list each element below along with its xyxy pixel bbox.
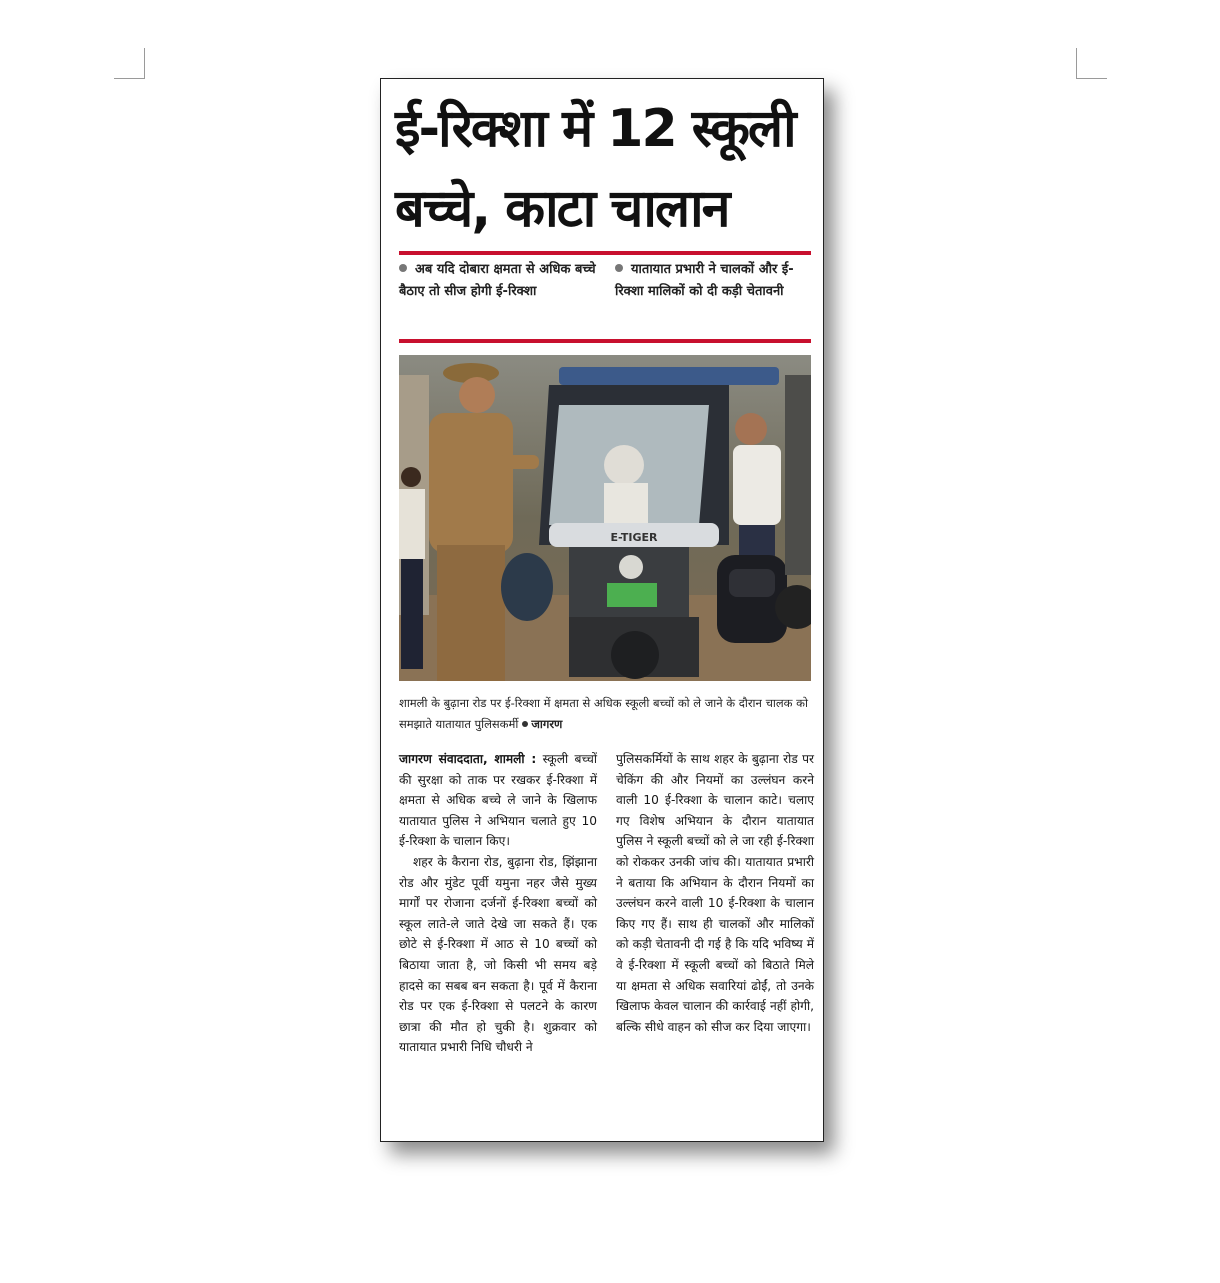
bullet-icon bbox=[522, 721, 528, 727]
photo-illustration bbox=[399, 355, 811, 681]
body-column-2 bbox=[616, 749, 814, 1037]
byline: जागरण संवाददाता, शामली : bbox=[399, 752, 537, 766]
red-rule-top bbox=[399, 251, 811, 255]
photo-caption bbox=[399, 693, 809, 735]
highlight-1-text: अब यदि दोबारा क्षमता से अधिक बच्चे बैठाए तो सीज होगी ई-रिक्शा bbox=[399, 262, 596, 299]
headline bbox=[395, 89, 815, 249]
photo-credit: जागरण bbox=[531, 717, 563, 731]
highlight-2-text: यातायात प्रभारी ने चालकों और ई-रिक्शा मालिकों को दी कड़ी चेतावनी bbox=[615, 262, 794, 299]
rickshaw-right-frame bbox=[785, 375, 811, 575]
headline-line-2: बच्चे, काटा चालान bbox=[395, 179, 729, 239]
highlight-2 bbox=[615, 259, 811, 303]
crop-mark-top-right bbox=[1076, 48, 1107, 79]
school-bag bbox=[717, 555, 787, 643]
bullet-icon bbox=[399, 264, 407, 272]
news-photo bbox=[399, 355, 811, 681]
paragraph: शहर के कैराना रोड, बुढ़ाना रोड, झिंझाना रोड और मुंडेट पूर्वी यमुना नहर जैसे मुख्य मार्गों पर रोजाना दर्जनों ई-रिक्शा बच्चों को स्कूल लाते-ले जाते देखे जा सकते हैं। एक छोटे से ई-रिक्शा में आठ से 10 बच्चों को बिठाया जाता है, जो किसी भी समय बड़े हादसे का सबब बन सकता है। पूर्व में कैराना रोड पर एक ई-रिक्शा से पलटने के कारण छात्रा की मौत हो चुकी है। शुक्रवार को यातायात प्रभारी निधि चौधरी ने bbox=[399, 854, 597, 1055]
paragraph bbox=[399, 749, 597, 852]
red-rule-bottom bbox=[399, 339, 811, 343]
body-column-1 bbox=[399, 749, 597, 1058]
vehicle-brand-text: E-TIGER bbox=[610, 531, 658, 544]
bag-left bbox=[501, 553, 553, 621]
highlight-1 bbox=[399, 259, 599, 303]
headline-line-1: ई-रिक्शा में 12 स्कूली bbox=[395, 99, 795, 159]
bullet-icon bbox=[615, 264, 623, 272]
crop-mark-top-left bbox=[114, 48, 145, 79]
paragraph-text: स्कूली बच्चों की सुरक्षा को ताक पर रखकर ई-रिक्शा में क्षमता से अधिक बच्चे ले जाने के खिलाफ यातायात पुलिस ने अभियान चलाते हुए 10 ई-रिक्शा के चालान किए। bbox=[399, 752, 597, 849]
child-left bbox=[399, 467, 425, 669]
paragraph: पुलिसकर्मियों के साथ शहर के बुढ़ाना रोड पर चेकिंग की और नियमों का उल्लंघन करने वाली 10 ई-रिक्शा के चालान काटे। चलाए गए विशेष अभियान के दौरान यातायात पुलिस ने स्कूली बच्चों को ले जा रही ई-रिक्शा को रोककर उनकी जांच की। यातायात प्रभारी ने बताया कि अभियान के दौरान नियमों का उल्लंघन करने वाली 10 ई-रिक्शा के चालान किए गए हैं। साथ ही चालकों और मालिकों को कड़ी चेतावनी दी गई है कि यदि भविष्य में वे ई-रिक्शा में स्कूली बच्चों को बिठाते मिले या क्षमता से अधिक सवारियां ढोईं, तो उनके खिलाफ केवल चालान की कार्रवाई नहीं होगी, बल्कि सीधे वाहन को सीज कर दिया जाएगा। bbox=[616, 752, 814, 1034]
caption-text: शामली के बुढ़ाना रोड पर ई-रिक्शा में क्षमता से अधिक स्कूली बच्चों को ले जाने के दौरान चालक को समझाते यातायात पुलिसकर्मी bbox=[399, 696, 808, 731]
newspaper-clipping bbox=[380, 78, 824, 1142]
